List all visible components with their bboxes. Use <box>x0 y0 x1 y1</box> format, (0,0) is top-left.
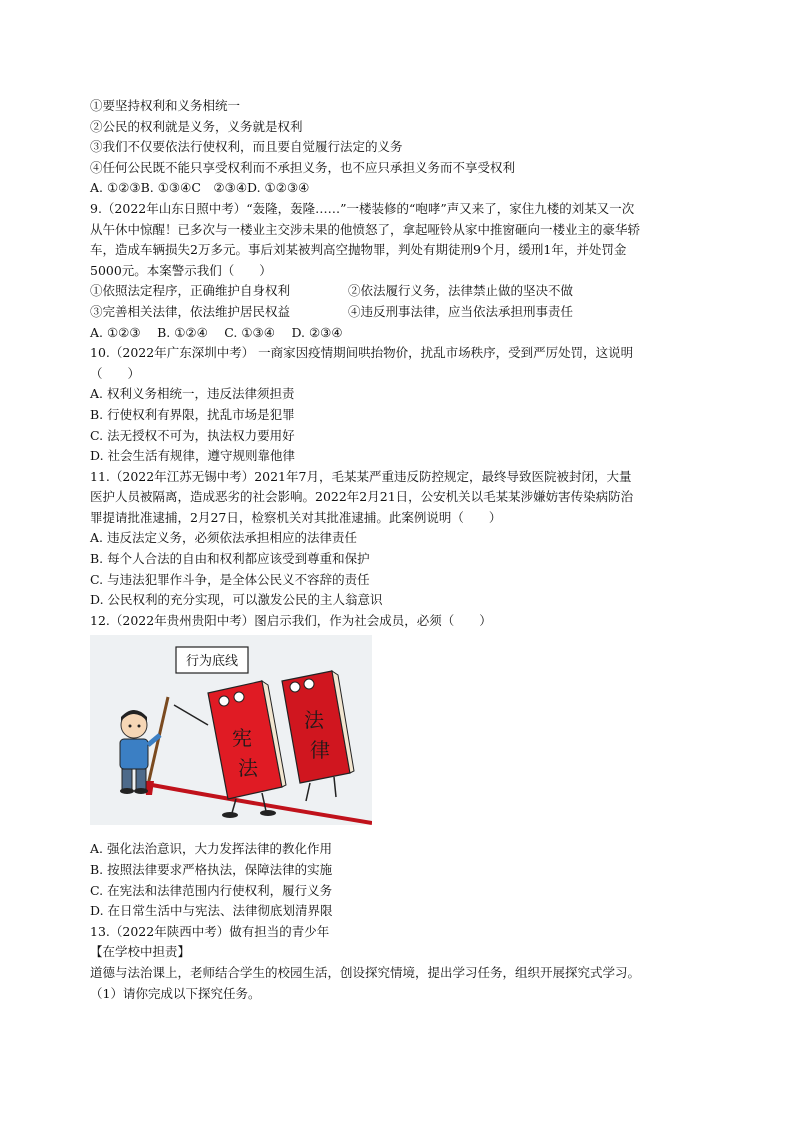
q11-option-a: A. 违反法定义务，必须依法承担相应的法律责任 <box>90 530 357 546</box>
q11-option-d: D. 公民权利的充分实现，可以激发公民的主人翁意识 <box>90 592 383 608</box>
q8-item-1: ①要坚持权利和义务相统一 <box>90 98 241 113</box>
q8-item-3: ③我们不仅要依法行使权利，而且要自觉履行法定的义务 <box>90 139 403 155</box>
q11-stem-line-3: 罪提请批准逮捕，2月27日，检察机关对其批准逮捕。此案例说明（ ） <box>90 509 502 525</box>
q9-item-4: ④违反刑事法律，应当依法承担刑事责任 <box>348 303 574 319</box>
q9-item-3: ③完善相关法律，依法维护居民权益 <box>90 303 291 319</box>
q9-item-2: ②依法履行义务，法律禁止做的坚决不做 <box>348 283 574 299</box>
q8-item-4: ④任何公民既不能只享受权利而不承担义务，也不应只承担义务而不享受权利 <box>90 159 516 175</box>
q9-items-row-1 <box>90 281 720 302</box>
q8-item-2: ②公民的权利就是义务，义务就是权利 <box>90 118 303 134</box>
q9-stem-line-3: 车，造成车辆损失2万多元。事后刘某被判高空抛物罪，判处有期徒刑9个月，缓刑1年，并处罚金 <box>90 242 627 258</box>
q9-options: A. ①②③ B. ①②④ C. ①③④ D. ②③④ <box>90 324 343 340</box>
document-page <box>90 96 720 1004</box>
q9-stem-line-4: 5000元。本案警示我们（ ） <box>90 262 272 278</box>
q9-item-1: ①依照法定程序，正确维护自身权利 <box>90 283 291 299</box>
q9-items-row-2 <box>90 302 720 323</box>
q11-option-c: C. 与违法犯罪作斗争，是全体公民义不容辞的责任 <box>90 571 370 587</box>
q13-subquestion-1: （1）请你完成以下探究任务。 <box>90 985 261 1001</box>
q12-cartoon-image <box>90 635 372 825</box>
q12-option-c: C. 在宪法和法律范围内行使权利，履行义务 <box>90 882 333 898</box>
q12-option-b: B. 按照法律要求严格执法，保障法律的实施 <box>90 862 333 878</box>
q10-option-d: D. 社会生活有规律，遵守规则靠他律 <box>90 448 296 464</box>
q10-option-c: C. 法无授权不可为，执法权力要用好 <box>90 427 295 443</box>
q8-options: A. ①②③B. ①③④C ②③④D. ①②③④ <box>90 180 310 196</box>
q13-stem: 13.（2022年陕西中考）做有担当的青少年 <box>90 923 330 939</box>
sign-text: 行为底线 <box>185 654 239 670</box>
q11-stem-line-1: 11.（2022年江苏无锡中考）2021年7月，毛某某严重违反防控规定，最终导致医院被封闭，大量 <box>90 468 632 484</box>
constitution-book-char-2: 法 <box>238 756 258 781</box>
q9-stem-line-2: 从午休中惊醒！已多次与一楼业主交涉未果的他愤怒了，拿起哑铃从家中推窗砸向一楼业主的豪华轿 <box>90 221 641 237</box>
law-book-char-1: 法 <box>304 708 324 733</box>
q10-option-b: B. 行使权利有界限，扰乱市场是犯罪 <box>90 406 295 422</box>
q10-stem-line-2: （ ） <box>90 365 141 381</box>
q9-stem-line-1: 9.（2022年山东日照中考）“轰隆，轰隆……”一楼装修的“咆哮”声又来了，家住九楼的刘某又一次 <box>90 200 635 216</box>
q11-option-b: B. 每个人合法的自由和权利都应该受到尊重和保护 <box>90 551 370 567</box>
q12-option-d: D. 在日常生活中与宪法、法律彻底划清界限 <box>90 903 333 919</box>
q10-stem-line-1: 10.（2022年广东深圳中考） 一商家因疫情期间哄抬物价，扰乱市场秩序，受到严厉处罚，这说明 <box>90 345 634 361</box>
q10-option-a: A. 权利义务相统一，违反法律须担责 <box>90 386 295 402</box>
law-book-char-2: 律 <box>310 738 330 763</box>
q11-stem-line-2: 医护人员被隔离，造成恶劣的社会影响。2022年2月21日，公安机关以毛某某涉嫌妨害传染病防治 <box>90 489 634 505</box>
q12-stem: 12.（2022年贵州贵阳中考）图启示我们，作为社会成员，必须（ ） <box>90 612 492 628</box>
constitution-book-char-1: 宪 <box>232 726 252 751</box>
q13-section-heading: 【在学校中担责】 <box>90 944 191 960</box>
q12-option-a: A. 强化法治意识，大力发挥法律的教化作用 <box>90 841 332 857</box>
q13-intro: 道德与法治课上，老师结合学生的校园生活，创设探究情境，提出学习任务，组织开展探究式学习。 <box>90 965 641 980</box>
